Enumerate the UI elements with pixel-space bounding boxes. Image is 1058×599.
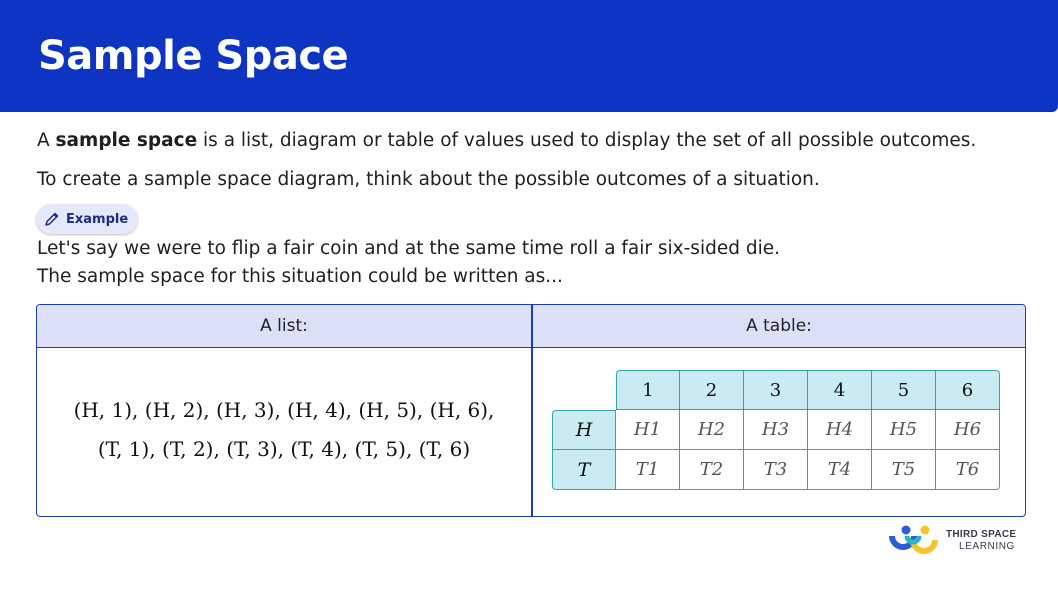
header-banner <box>0 0 1058 112</box>
table-corner <box>552 370 616 410</box>
table-row <box>552 450 1000 490</box>
table-cell: T2 <box>680 450 744 490</box>
table-cell: T6 <box>936 450 1000 490</box>
table-cell: T4 <box>808 450 872 490</box>
table-row <box>552 410 1000 450</box>
logo-text-line-2: LEARNING <box>959 541 1015 552</box>
outcome-list-line-2: (T, 1), (T, 2), (T, 3), (T, 4), (T, 5), (T, 6) <box>97 437 471 461</box>
logo-mark-icon <box>889 524 943 556</box>
example-line-1: Let's say we were to flip a fair coin and at the same time roll a fair six-sided die. <box>37 238 780 259</box>
outcome-table <box>552 370 1000 490</box>
example-badge-label: Example <box>66 211 129 227</box>
definition-paragraph <box>37 129 976 153</box>
table-cell: T3 <box>744 450 808 490</box>
table-cell: H1 <box>616 410 680 450</box>
column-header: 4 <box>808 370 872 410</box>
column-header: 3 <box>744 370 808 410</box>
definition-prefix: A <box>37 130 56 151</box>
definition-text: is a list, diagram or table of values used to display the set of all possible outcomes. <box>197 130 977 151</box>
column-header: 6 <box>936 370 1000 410</box>
logo-text-line-1: THIRD SPACE <box>946 529 1017 540</box>
column-header: 5 <box>872 370 936 410</box>
definition-term: sample space <box>55 130 198 151</box>
list-column-title: A list: <box>260 316 308 336</box>
instruction-paragraph: To create a sample space diagram, think about the possible outcomes of a situation. <box>37 169 820 190</box>
comparison-box <box>36 304 1026 517</box>
table-cell: H4 <box>808 410 872 450</box>
table-cell: H5 <box>872 410 936 450</box>
row-header: H <box>552 410 616 450</box>
example-badge <box>36 204 138 234</box>
outcome-list-line-1: (H, 1), (H, 2), (H, 3), (H, 4), (H, 5), (H, 6), <box>73 398 495 422</box>
column-header: 2 <box>680 370 744 410</box>
table-cell: H6 <box>936 410 1000 450</box>
column-divider <box>531 305 533 516</box>
table-cell: T1 <box>616 450 680 490</box>
pencil-icon <box>44 211 60 227</box>
table-cell: H3 <box>744 410 808 450</box>
column-header: 1 <box>616 370 680 410</box>
third-space-learning-logo <box>889 524 1029 556</box>
table-header-row <box>552 370 1000 410</box>
example-line-2: The sample space for this situation could be written as... <box>37 266 563 287</box>
page-title: Sample Space <box>38 33 349 79</box>
row-header: T <box>552 450 616 490</box>
table-column-title: A table: <box>746 316 812 336</box>
table-cell: T5 <box>872 450 936 490</box>
table-cell: H2 <box>680 410 744 450</box>
